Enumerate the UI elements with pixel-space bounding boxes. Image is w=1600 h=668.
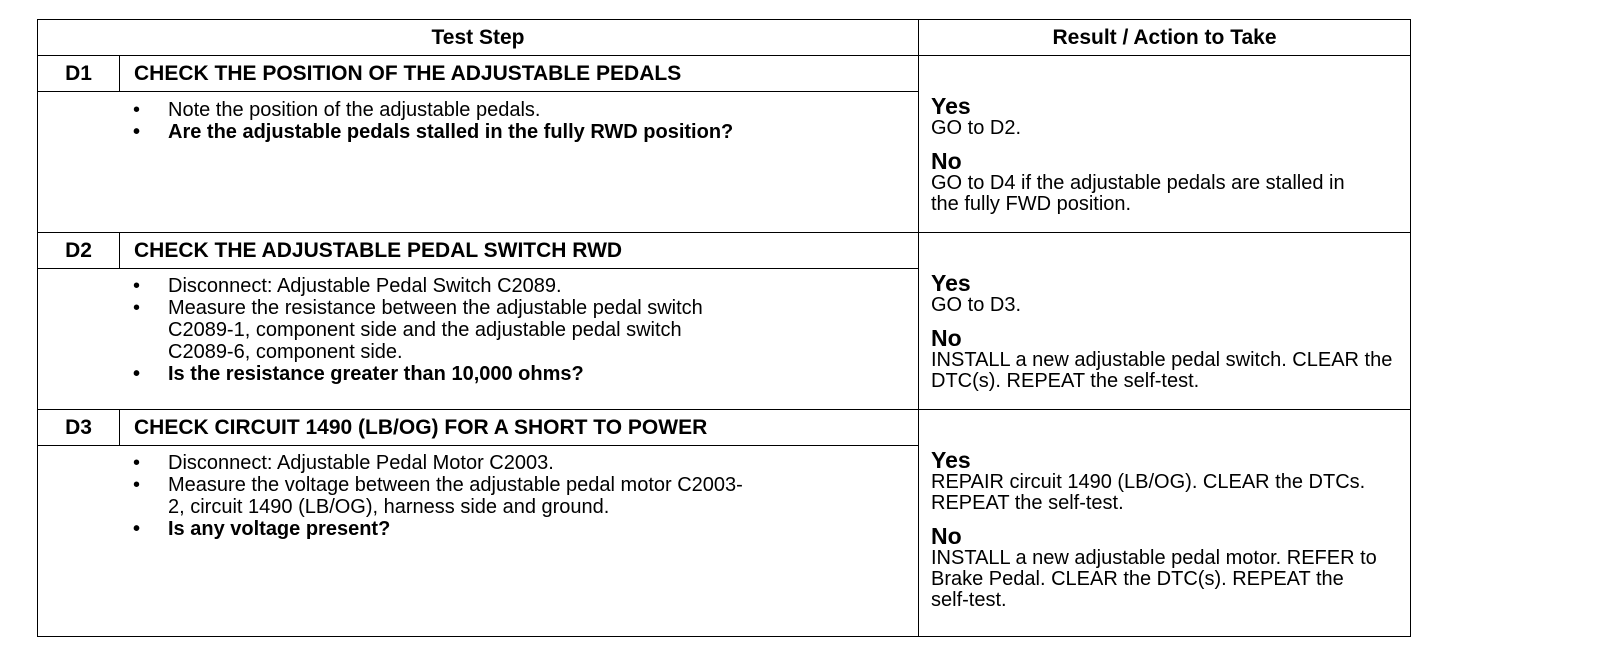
instruction-item [38, 474, 748, 518]
yes-action: GO to D2. [931, 117, 1022, 139]
yes-label: Yes [931, 447, 971, 473]
question-item [38, 121, 918, 143]
step-body [38, 92, 919, 233]
instruction-text: Disconnect: Adjustable Pedal Switch C2089. [168, 275, 562, 297]
instruction-item [38, 99, 918, 121]
step-title: CHECK THE ADJUSTABLE PEDAL SWITCH RWD [120, 233, 919, 269]
step-instructions [38, 275, 918, 385]
bullet-dot: • [133, 121, 141, 143]
instruction-item [38, 275, 918, 297]
instruction-text: Note the position of the adjustable pedals. [168, 99, 541, 121]
step-instructions [38, 99, 918, 143]
bullet-dot: • [133, 275, 141, 297]
instruction-item [38, 452, 918, 474]
question-text: Are the adjustable pedals stalled in the fully RWD position? [168, 121, 734, 143]
question-item [38, 363, 918, 385]
no-action: GO to D4 if the adjustable pedals are stalled in the fully FWD position. [931, 172, 1345, 215]
yes-label: Yes [931, 270, 971, 296]
table-header-row [38, 20, 1411, 56]
bullet-dot: • [133, 297, 141, 319]
instruction-text: Measure the resistance between the adjustable pedal switch C2089-1, component side and the adjustable pedal switch C2089-6, component side. [168, 297, 703, 363]
step-result-cell [919, 233, 1411, 410]
yes-action: GO to D3. [931, 294, 1022, 316]
header-test-step: Test Step [38, 20, 919, 56]
instruction-item [38, 297, 728, 363]
step-id: D3 [38, 410, 120, 446]
step-title-row [38, 233, 1411, 269]
no-action: INSTALL a new adjustable pedal switch. CLEAR the DTC(s). REPEAT the self-test. [931, 349, 1393, 392]
step-body [38, 446, 919, 637]
no-label: No [931, 523, 962, 549]
bullet-dot: • [133, 518, 141, 540]
no-label: No [931, 325, 962, 351]
yes-label: Yes [931, 93, 971, 119]
question-item [38, 518, 918, 540]
step-result-cell [919, 410, 1411, 637]
step-title-row [38, 410, 1411, 446]
step-title: CHECK CIRCUIT 1490 (LB/OG) FOR A SHORT TO POWER [120, 410, 919, 446]
step-title-row [38, 56, 1411, 92]
header-result-action: Result / Action to Take [919, 20, 1411, 56]
step-id: D2 [38, 233, 120, 269]
instruction-text: Disconnect: Adjustable Pedal Motor C2003. [168, 452, 554, 474]
no-action: INSTALL a new adjustable pedal motor. REFER to Brake Pedal. CLEAR the DTC(s). REPEAT the self-test. [931, 547, 1377, 611]
no-label: No [931, 148, 962, 174]
step-result-cell [919, 56, 1411, 233]
pinpoint-test-table [37, 19, 1411, 637]
instruction-text: Measure the voltage between the adjustable pedal motor C2003-2, circuit 1490 (LB/OG), harness side and ground. [168, 474, 743, 518]
question-text: Is any voltage present? [168, 518, 391, 540]
bullet-dot: • [133, 363, 141, 385]
bullet-dot: • [133, 474, 141, 496]
step-id: D1 [38, 56, 120, 92]
step-instructions [38, 452, 918, 540]
question-text: Is the resistance greater than 10,000 ohms? [168, 363, 584, 385]
bullet-dot: • [133, 452, 141, 474]
step-title: CHECK THE POSITION OF THE ADJUSTABLE PEDALS [120, 56, 919, 92]
step-body [38, 269, 919, 410]
bullet-dot: • [133, 99, 141, 121]
yes-action: REPAIR circuit 1490 (LB/OG). CLEAR the DTCs. REPEAT the self-test. [931, 471, 1366, 514]
